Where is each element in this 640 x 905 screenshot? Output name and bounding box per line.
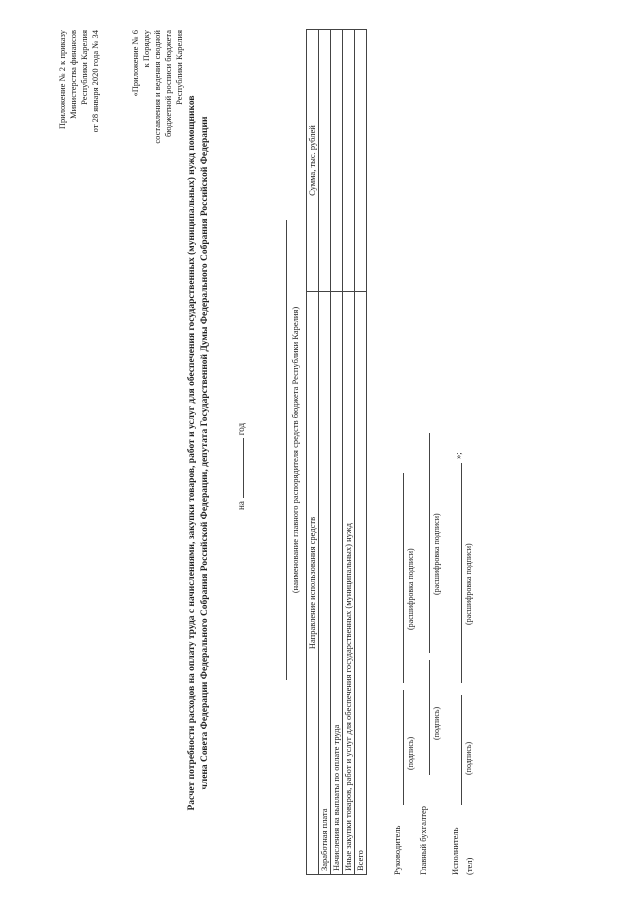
agency-name-blank[interactable] bbox=[286, 220, 287, 680]
head-signature-blank[interactable] bbox=[403, 690, 404, 805]
head-decoding-blank[interactable] bbox=[403, 473, 404, 683]
phone-label: (тел) bbox=[464, 857, 474, 875]
header-sum: Сумма, тыс. рублей bbox=[307, 30, 319, 292]
accountant-decoding-blank[interactable] bbox=[429, 433, 430, 653]
table-header-row bbox=[307, 30, 319, 875]
decoding-caption: (расшифровка подписи) bbox=[406, 548, 415, 630]
period-suffix: год bbox=[236, 422, 246, 436]
row-label: Всего bbox=[355, 292, 367, 875]
table-row bbox=[355, 30, 367, 875]
table-row bbox=[331, 30, 343, 875]
agency-caption: (наименование главного распорядителя средств бюджета Республики Карелия) bbox=[290, 306, 300, 594]
row-value[interactable] bbox=[331, 30, 343, 292]
row-value[interactable] bbox=[319, 30, 331, 292]
approval-line: к Порядку bbox=[141, 30, 151, 68]
row-value[interactable] bbox=[343, 30, 355, 292]
row-label: Иные закупки товаров, работ и услуг для обеспечения государственных (муниципальных) нужд bbox=[343, 292, 355, 875]
accountant-signature-blank[interactable] bbox=[429, 660, 430, 775]
approval-block-order bbox=[57, 30, 101, 170]
signature-caption: (подпись) bbox=[464, 741, 473, 775]
period-prefix: на bbox=[236, 501, 246, 510]
period-year-blank[interactable] bbox=[234, 438, 244, 498]
approval-line: Республики Карелия bbox=[174, 30, 184, 105]
accountant-label: Главный бухгалтер bbox=[418, 805, 428, 875]
executor-decoding-blank[interactable] bbox=[461, 463, 462, 683]
approval-line: «Приложение № 6 bbox=[130, 30, 140, 97]
approval-line: Приложение № 2 к приказу bbox=[57, 30, 67, 130]
title-line: члена Совета Федерации Федерального Собрания Российской Федерации, депутата Государственной Думы Федерального Собрания Российской Федерации bbox=[200, 116, 210, 790]
table-row bbox=[319, 30, 331, 875]
decoding-caption: (расшифровка подписи) bbox=[432, 513, 441, 595]
head-label: Руководитель bbox=[392, 825, 402, 875]
title-line: Расчет потребности расходов на оплату труда с начислениями, закупки товаров, работ и услуг для обеспечения государственных (муниципальных) нужд помощников bbox=[187, 95, 197, 811]
approval-line: от 28 января 2020 года № 34 bbox=[90, 30, 100, 133]
approval-line: Республики Карелия bbox=[79, 30, 89, 105]
approval-block-procedure bbox=[130, 30, 185, 205]
signature-caption: (подпись) bbox=[432, 706, 441, 740]
decoding-caption: (расшифровка подписи) bbox=[464, 543, 473, 625]
table-row bbox=[343, 30, 355, 875]
header-direction: Направление использования средств bbox=[307, 292, 319, 875]
executor-label: Исполнитель bbox=[450, 827, 460, 875]
calculation-table bbox=[306, 29, 367, 875]
row-label: Заработная плата bbox=[319, 292, 331, 875]
closing-mark: »; bbox=[453, 452, 463, 459]
row-value[interactable] bbox=[355, 30, 367, 292]
row-label: Начисления на выплаты по оплате труда bbox=[331, 292, 343, 875]
approval-line: бюджетной росписи бюджета bbox=[163, 30, 173, 138]
document-title bbox=[186, 13, 212, 893]
approval-line: составления и ведения сводной bbox=[152, 30, 162, 144]
approval-line: Министерства финансов bbox=[68, 30, 78, 119]
executor-signature-blank[interactable] bbox=[461, 695, 462, 805]
signature-caption: (подпись) bbox=[406, 736, 415, 770]
period-line bbox=[234, 423, 246, 510]
